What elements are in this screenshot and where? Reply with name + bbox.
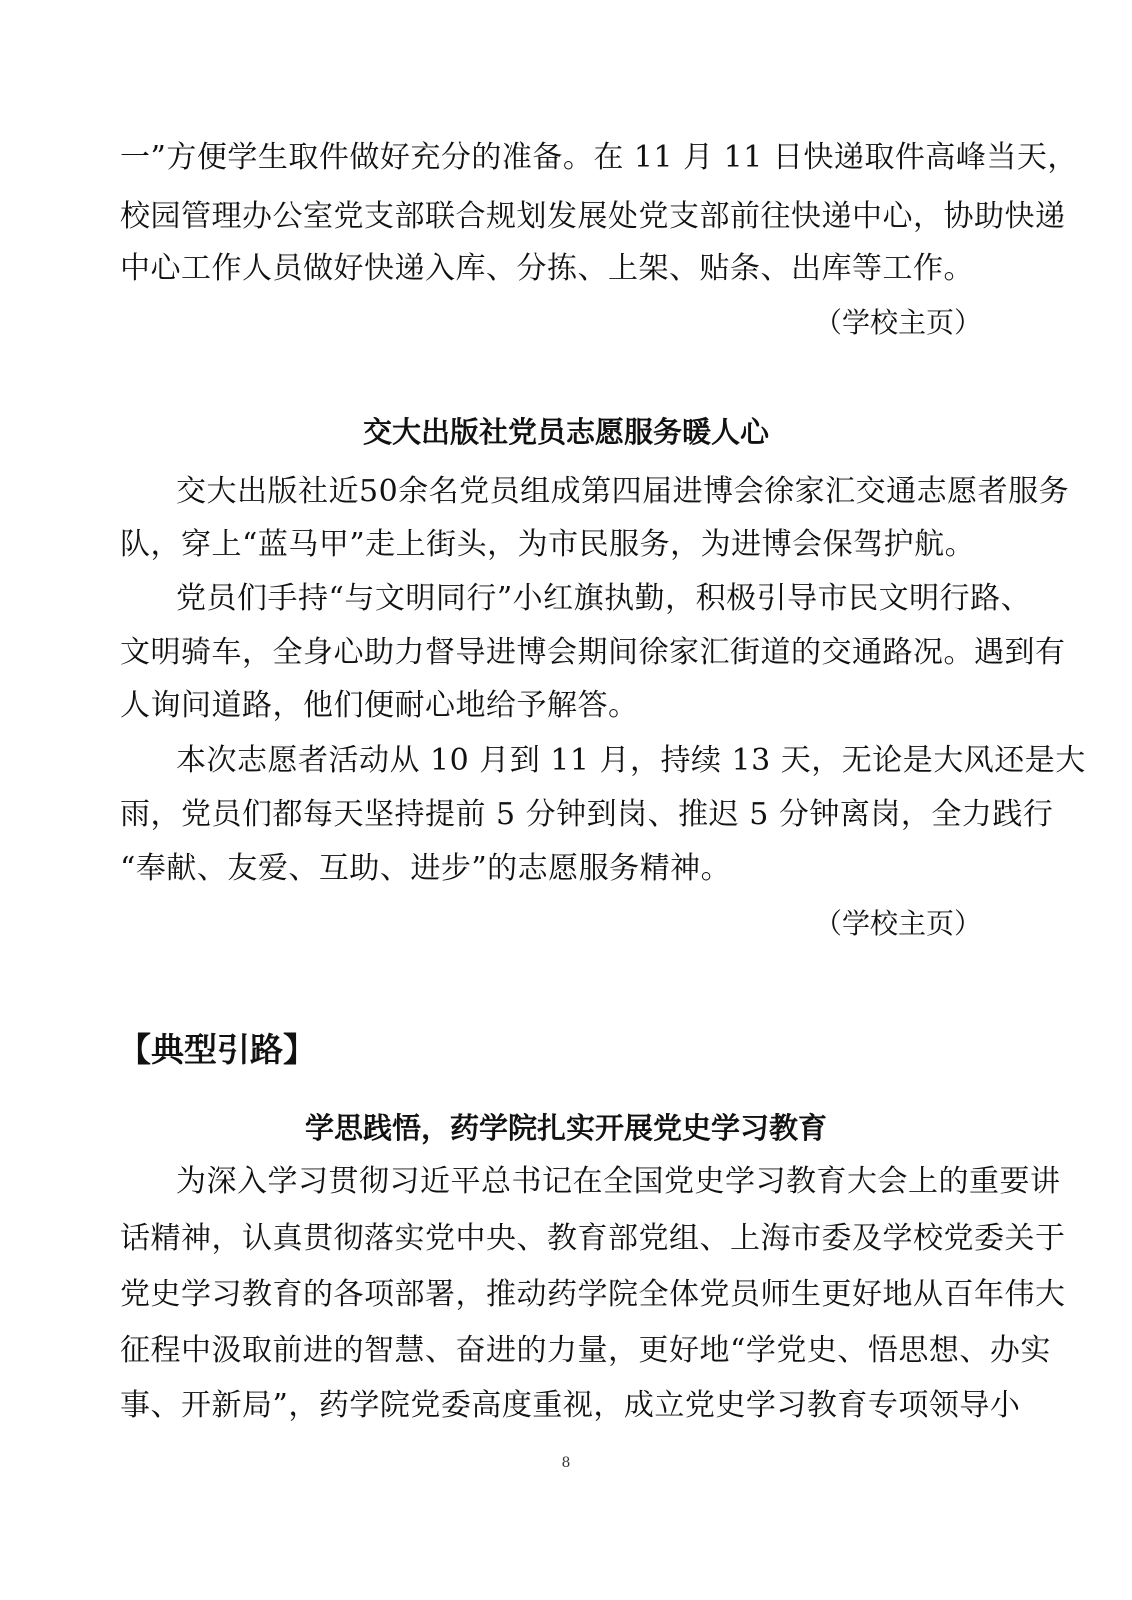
- paragraph-line: 雨，党员们都每天坚持提前 5 分钟到岗、推迟 5 分钟离岗，全力践行: [120, 797, 1054, 832]
- paragraph-line: 一”方便学生取件做好充分的准备。在 11 月 11 日快递取件高峰当天，: [120, 140, 1078, 175]
- source-note: （学校主页）: [813, 306, 982, 339]
- paragraph-line: 队，穿上“蓝马甲”走上街头，为市民服务，为进博会保驾护航。: [120, 527, 976, 562]
- paragraph-line: 校园管理办公室党支部联合规划发展处党支部前往快递中心，协助快递: [120, 199, 1066, 234]
- paragraph-line: 本次志愿者活动从 10 月到 11 月，持续 13 天，无论是大风还是大: [176, 743, 1086, 778]
- paragraph-line: 人询问道路，他们便耐心地给予解答。: [120, 688, 639, 723]
- article-title: 交大出版社党员志愿服务暖人心: [362, 415, 769, 449]
- section-heading: 【典型引路】: [118, 1030, 316, 1069]
- paragraph-line: 中心工作人员做好快递入库、分拣、上架、贴条、出库等工作。: [120, 251, 974, 286]
- page-number: 8: [561, 1455, 571, 1471]
- paragraph-line: 党史学习教育的各项部署，推动药学院全体党员师生更好地从百年伟大: [120, 1277, 1066, 1312]
- article-title: 学思践悟，药学院扎实开展党史学习教育: [304, 1111, 827, 1145]
- paragraph-line: 事、开新局”，药学院党委高度重视，成立党史学习教育专项领导小: [120, 1388, 1021, 1423]
- paragraph-line: “奉献、友爱、互助、进步”的志愿服务精神。: [120, 851, 732, 886]
- source-note: （学校主页）: [813, 907, 982, 940]
- paragraph-line: 征程中汲取前进的智慧、奋进的力量，更好地“学党史、悟思想、办实: [120, 1333, 1051, 1368]
- paragraph-line: 话精神，认真贯彻落实党中央、教育部党组、上海市委及学校党委关于: [120, 1221, 1066, 1256]
- paragraph-line: 党员们手持“与文明同行”小红旗执勤，积极引导市民文明行路、: [176, 581, 1032, 616]
- paragraph-line: 文明骑车，全身心助力督导进博会期间徐家汇街道的交通路况。遇到有: [120, 635, 1066, 670]
- paragraph-line: 交大出版社近50余名党员组成第四届进博会徐家汇交通志愿者服务: [176, 474, 1070, 509]
- paragraph-line: 为深入学习贯彻习近平总书记在全国党史学习教育大会上的重要讲: [176, 1164, 1061, 1199]
